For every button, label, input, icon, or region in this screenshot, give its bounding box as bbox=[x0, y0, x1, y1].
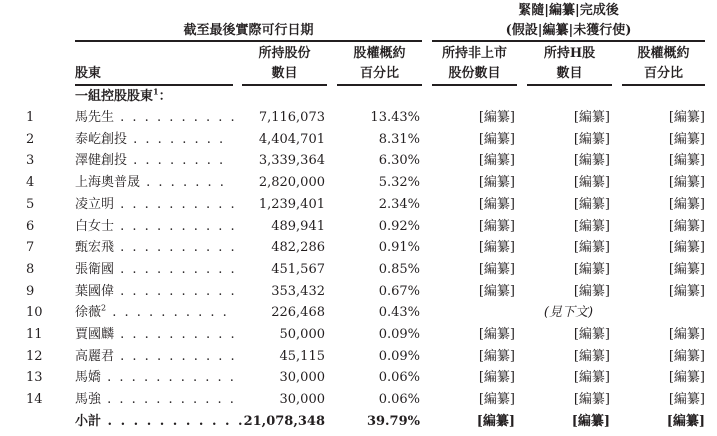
unlisted-shares-after: [編纂] bbox=[478, 240, 515, 256]
row-number: 6 bbox=[26, 218, 35, 234]
col-rule bbox=[622, 84, 705, 86]
percentage-after: [編纂] bbox=[666, 413, 705, 429]
shares-held: 7,116,073 bbox=[258, 110, 325, 125]
col-header-shareholder: 股東 bbox=[75, 66, 102, 81]
h-shares-after: [編纂] bbox=[573, 110, 610, 125]
col-header-shares-2: 數目 bbox=[271, 66, 298, 81]
unlisted-shares-after: [編纂] bbox=[478, 370, 515, 386]
percentage: 0.06% bbox=[378, 370, 420, 386]
percentage: 6.30% bbox=[378, 153, 420, 169]
section-label: 一組控股股東$^1$： bbox=[75, 86, 172, 104]
shares-held: 45,115 bbox=[279, 348, 325, 364]
percentage: 0.85% bbox=[378, 261, 420, 277]
percentage-after: [編纂] bbox=[668, 370, 705, 386]
shares-held: 30,000 bbox=[279, 392, 325, 408]
unlisted-shares-after: [編纂] bbox=[478, 153, 515, 169]
header-as-of-date: 截至最後實際可行日期 bbox=[183, 23, 314, 38]
h-shares-after: [編纂] bbox=[573, 370, 610, 386]
table-row bbox=[0, 390, 717, 410]
col-header-unlisted-1: 所持非上市 bbox=[441, 46, 507, 61]
shares-held: 482,286 bbox=[271, 240, 325, 256]
table-row bbox=[0, 325, 717, 345]
row-number: 10 bbox=[26, 305, 43, 321]
row-number: 7 bbox=[26, 240, 35, 256]
header-rule-left bbox=[75, 40, 422, 42]
unlisted-shares-after: [編纂] bbox=[478, 327, 515, 342]
row-number: 11 bbox=[26, 327, 43, 342]
shareholder-name: 上海奧普晟 . . . . . . . bbox=[75, 175, 226, 191]
percentage-after: [編纂] bbox=[668, 283, 705, 299]
h-shares-after: [編纂] bbox=[573, 327, 610, 342]
shares-held: 489,941 bbox=[271, 218, 325, 234]
percentage: 39.79% bbox=[366, 413, 420, 429]
col-header-pct-1: 股權概約 bbox=[353, 46, 406, 61]
shares-held: 50,000 bbox=[279, 327, 325, 342]
col-rule bbox=[527, 84, 612, 86]
table-row bbox=[0, 173, 717, 193]
shareholder-name: 張衛國 . . . . . . . . . . bbox=[75, 261, 237, 277]
col-header-unlisted-2: 股份數目 bbox=[448, 66, 501, 81]
shares-held: 3,339,364 bbox=[258, 153, 325, 169]
percentage: 0.92% bbox=[378, 218, 420, 234]
shareholder-name: 徐薇$^2$ . . . . . . . . . . bbox=[75, 303, 229, 321]
h-shares-after: [編纂] bbox=[573, 392, 610, 408]
h-shares-after: [編纂] bbox=[573, 283, 610, 299]
table-row bbox=[0, 368, 717, 388]
row-number: 9 bbox=[26, 283, 35, 299]
h-shares-after: [編纂] bbox=[571, 413, 610, 429]
shareholder-name: 馬強 . . . . . . . . . . . bbox=[75, 392, 236, 408]
shares-held: 2,820,000 bbox=[258, 175, 325, 191]
row-number: 14 bbox=[26, 392, 43, 408]
table-row bbox=[0, 151, 717, 171]
shares-held: 1,239,401 bbox=[258, 196, 325, 212]
unlisted-shares-after: [編纂] bbox=[478, 218, 515, 234]
h-shares-after: [編纂] bbox=[573, 196, 610, 212]
shareholder-name: 高麗君 . . . . . . . . . . bbox=[75, 348, 237, 364]
percentage-after: [編纂] bbox=[668, 261, 705, 277]
shareholder-name: 馬先生 . . . . . . . . . . bbox=[75, 110, 237, 125]
col-header-pct-after-2: 百分比 bbox=[643, 66, 683, 81]
unlisted-shares-after: [編纂] bbox=[478, 348, 515, 364]
h-shares-after: [編纂] bbox=[573, 175, 610, 191]
percentage: 2.34% bbox=[378, 196, 420, 212]
table-row bbox=[0, 195, 717, 215]
shares-held: 353,432 bbox=[271, 283, 325, 299]
percentage: 0.09% bbox=[378, 327, 420, 342]
table-row bbox=[0, 217, 717, 237]
row-number: 5 bbox=[26, 196, 35, 212]
percentage: 0.67% bbox=[378, 283, 420, 299]
see-below-note: (見下文) bbox=[543, 305, 594, 321]
shareholder-name: 葉國偉 . . . . . . . . . . bbox=[75, 283, 237, 299]
unlisted-shares-after: [編纂] bbox=[476, 413, 515, 429]
percentage: 8.31% bbox=[378, 131, 420, 147]
row-number: 4 bbox=[26, 175, 35, 191]
unlisted-shares-after: [編纂] bbox=[478, 261, 515, 277]
subtotal-row bbox=[0, 412, 717, 432]
header-rule-right bbox=[432, 40, 705, 42]
shareholder-name: 甄宏飛 . . . . . . . . . . bbox=[75, 240, 237, 256]
percentage: 0.06% bbox=[378, 392, 420, 408]
percentage: 0.91% bbox=[378, 240, 420, 256]
col-header-pct-2: 百分比 bbox=[359, 66, 399, 81]
h-shares-after: [編纂] bbox=[573, 131, 610, 147]
shareholder-name: 泰屹創投 . . . . . . . . bbox=[75, 131, 226, 147]
h-shares-after: [編纂] bbox=[573, 240, 610, 256]
row-number: 8 bbox=[26, 261, 35, 277]
shareholder-name: 馬嬌 . . . . . . . . . . . bbox=[75, 370, 236, 386]
shareholder-name: 白女士 . . . . . . . . . . bbox=[75, 218, 237, 234]
col-header-pct-after-1: 股權概約 bbox=[637, 46, 690, 61]
percentage: 0.09% bbox=[378, 348, 420, 364]
col-rule bbox=[242, 84, 327, 86]
shares-held: 4,404,701 bbox=[258, 131, 325, 147]
table-row bbox=[0, 108, 717, 128]
percentage-after: [編纂] bbox=[668, 218, 705, 234]
percentage-after: [編纂] bbox=[668, 110, 705, 125]
h-shares-after: [編纂] bbox=[573, 348, 610, 364]
table-row bbox=[0, 282, 717, 302]
percentage-after: [編纂] bbox=[668, 240, 705, 256]
percentage-after: [編纂] bbox=[668, 175, 705, 191]
shares-held: 30,000 bbox=[279, 370, 325, 386]
percentage-after: [編纂] bbox=[668, 153, 705, 169]
unlisted-shares-after: [編纂] bbox=[478, 283, 515, 299]
percentage-after: [編纂] bbox=[668, 327, 705, 342]
table-row bbox=[0, 238, 717, 258]
percentage: 0.43% bbox=[378, 305, 420, 321]
h-shares-after: [編纂] bbox=[573, 261, 610, 277]
h-shares-after: [編纂] bbox=[573, 218, 610, 234]
row-number: 13 bbox=[26, 370, 43, 386]
shareholder-name: 小計 . . . . . . . . . . . bbox=[75, 413, 245, 429]
shareholder-name: 凌立明 . . . . . . . . . . bbox=[75, 196, 237, 212]
col-rule bbox=[432, 84, 517, 86]
row-number: 2 bbox=[26, 131, 35, 147]
col-rule bbox=[337, 84, 422, 86]
shareholder-name: 賈國麟 . . . . . . . . . . bbox=[75, 327, 237, 342]
col-header-h-shares-2: 數目 bbox=[556, 66, 583, 81]
table-row bbox=[0, 347, 717, 367]
row-number: 12 bbox=[26, 348, 43, 364]
shares-held: 21,078,348 bbox=[243, 413, 325, 429]
table-row bbox=[0, 130, 717, 150]
percentage: 5.32% bbox=[378, 175, 420, 191]
row-number: 3 bbox=[26, 153, 35, 169]
unlisted-shares-after: [編纂] bbox=[478, 131, 515, 147]
percentage-after: [編纂] bbox=[668, 196, 705, 212]
col-header-shares-1: 所持股份 bbox=[258, 46, 311, 61]
table-row bbox=[0, 260, 717, 280]
header-after-completion-line1: 緊隨|編纂|完成後 bbox=[518, 3, 619, 18]
unlisted-shares-after: [編纂] bbox=[478, 175, 515, 191]
table-row bbox=[0, 303, 717, 323]
row-number: 1 bbox=[26, 110, 35, 125]
percentage-after: [編纂] bbox=[668, 392, 705, 408]
shares-held: 226,468 bbox=[271, 305, 325, 321]
percentage: 13.43% bbox=[370, 110, 420, 125]
unlisted-shares-after: [編纂] bbox=[478, 196, 515, 212]
shares-held: 451,567 bbox=[271, 261, 325, 277]
h-shares-after: [編纂] bbox=[573, 153, 610, 169]
shareholder-name: 澤健創投 . . . . . . . . bbox=[75, 153, 226, 169]
unlisted-shares-after: [編纂] bbox=[478, 392, 515, 408]
percentage-after: [編纂] bbox=[668, 348, 705, 364]
col-header-h-shares-1: 所持H股 bbox=[543, 46, 596, 61]
unlisted-shares-after: [編纂] bbox=[478, 110, 515, 125]
percentage-after: [編纂] bbox=[668, 131, 705, 147]
header-after-completion-line2: (假設|編纂|未獲行使) bbox=[505, 23, 632, 38]
